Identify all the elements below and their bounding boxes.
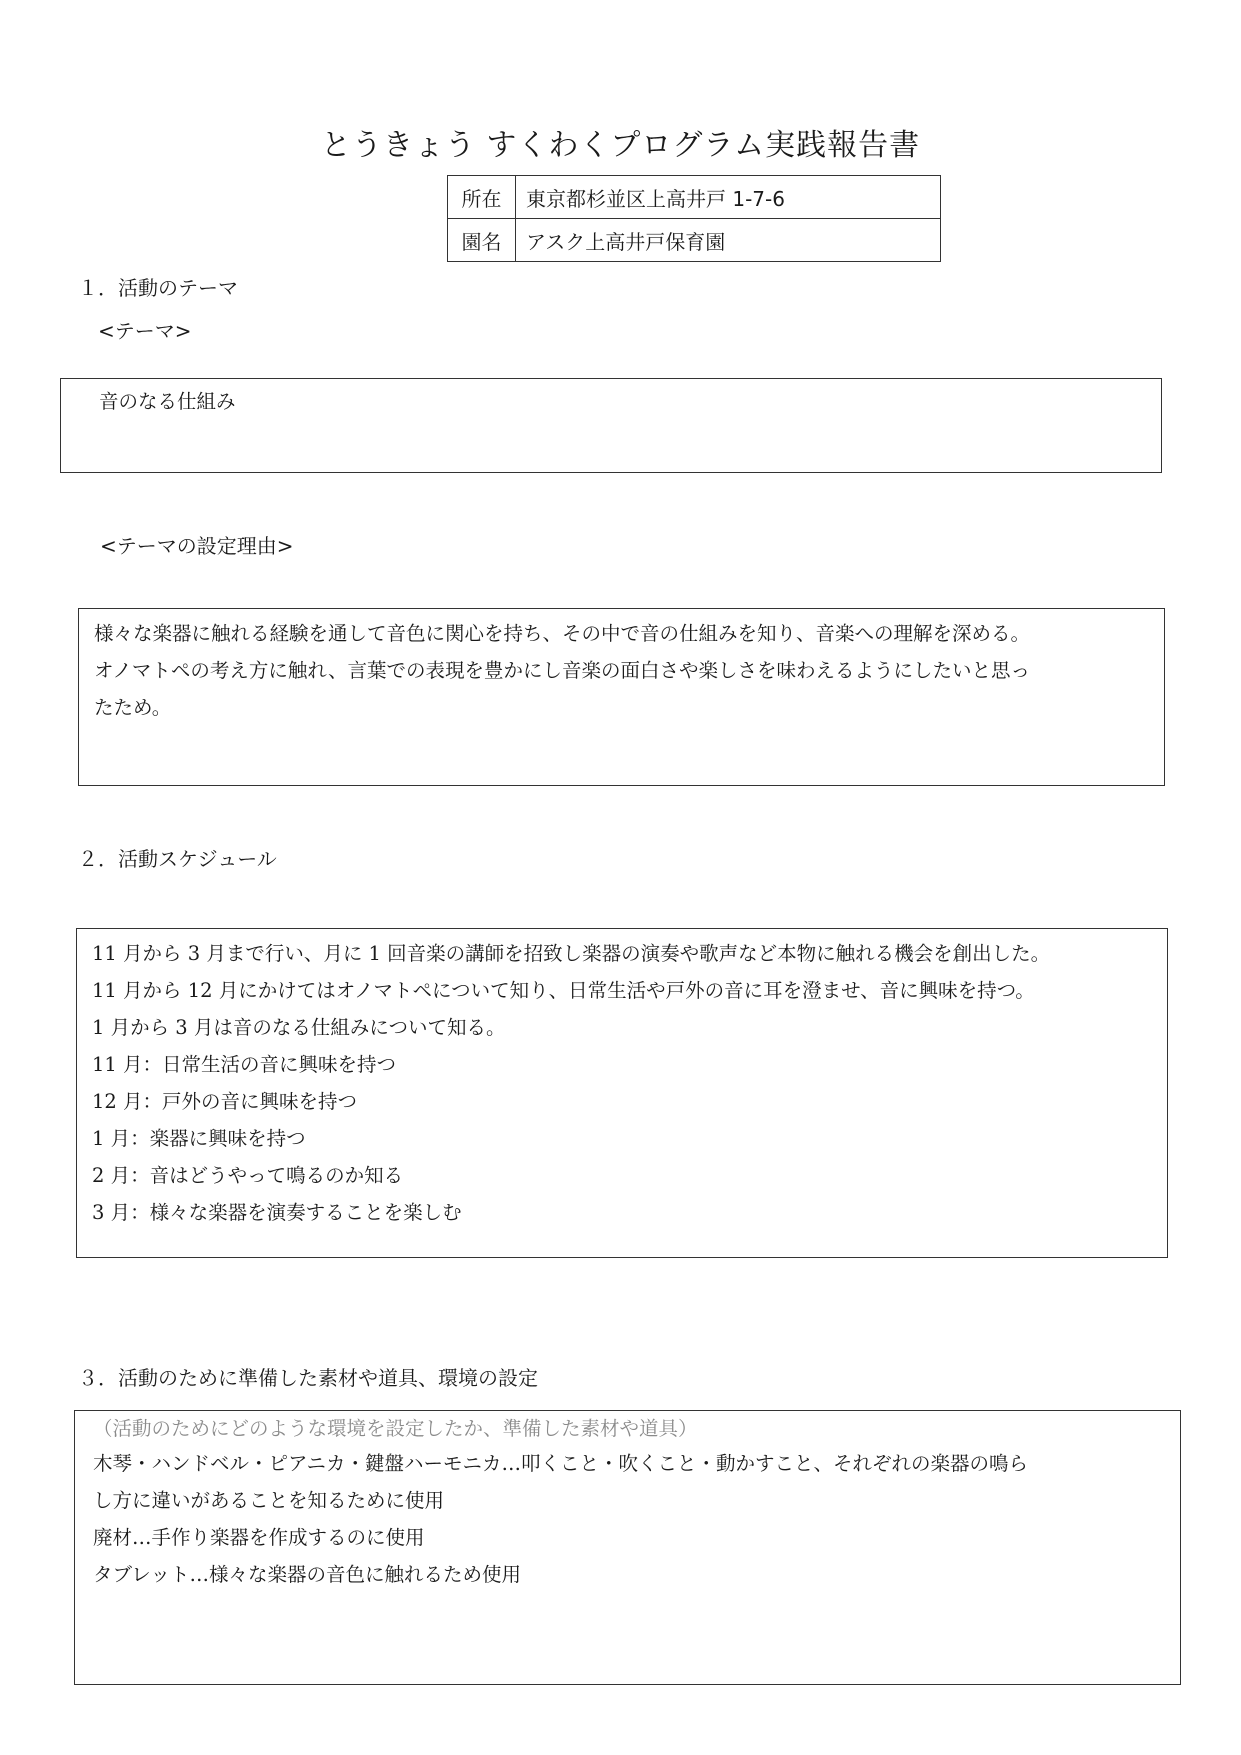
theme-text: 音のなる仕組み xyxy=(99,390,236,413)
facility-name-value: アスク上高井戸保育園 xyxy=(516,219,941,262)
table-row xyxy=(448,219,941,262)
reason-label: <テーマの設定理由> xyxy=(100,534,294,558)
reason-line: オノマトペの考え方に触れ、言葉での表現を豊かにし音楽の面白さや楽しさを味わえるようにしたいと思っ xyxy=(94,659,1031,682)
section3-heading: ３．活動のために準備した素材や道具、環境の設定 xyxy=(78,1366,538,1390)
materials-hint: （活動のためにどのような環境を設定したか、準備した素材や道具） xyxy=(93,1417,698,1440)
schedule-line: 12 月：戸外の音に興味を持つ xyxy=(92,1090,358,1113)
schedule-line: 11 月から 12 月にかけてはオノマトペについて知り、日常生活や戸外の音に耳を澄ませ、音に興味を持つ。 xyxy=(92,979,1035,1002)
schedule-line: 3 月：様々な楽器を演奏することを楽しむ xyxy=(92,1201,462,1224)
schedule-line: 2 月：音はどうやって鳴るのか知る xyxy=(92,1164,404,1187)
materials-line: 木琴・ハンドベル・ピアニカ・鍵盤ハーモニカ…叩くこと・吹くこと・動かすこと、それぞれの楽器の鳴ら xyxy=(93,1452,1029,1475)
reason-box xyxy=(78,608,1165,786)
location-label: 所在 xyxy=(448,176,516,219)
materials-text xyxy=(93,1445,1028,1593)
theme-box xyxy=(60,378,1162,473)
reason-text xyxy=(94,615,1030,726)
materials-line: し方に違いがあることを知るために使用 xyxy=(93,1489,445,1512)
schedule-line: 1 月：楽器に興味を持つ xyxy=(92,1127,306,1150)
materials-box xyxy=(74,1410,1181,1685)
reason-line: 様々な楽器に触れる経験を通して音色に関心を持ち、その中で音の仕組みを知り、音楽への理解を深める。 xyxy=(94,622,1031,645)
schedule-line: 1 月から 3 月は音のなる仕組みについて知る。 xyxy=(92,1016,506,1039)
theme-label: <テーマ> xyxy=(98,319,192,343)
table-row xyxy=(448,176,941,219)
reason-line: たため。 xyxy=(94,696,172,719)
materials-line: 廃材…手作り楽器を作成するのに使用 xyxy=(93,1526,425,1549)
section2-heading: ２．活動スケジュール xyxy=(78,847,277,871)
section1-heading: １．活動のテーマ xyxy=(78,276,238,300)
schedule-box xyxy=(76,928,1168,1258)
facility-name-label: 園名 xyxy=(448,219,516,262)
schedule-line: 11 月から 3 月まで行い、月に 1 回音楽の講師を招致し楽器の演奏や歌声など本物に触れる機会を創出した。 xyxy=(92,942,1051,965)
facility-info-table xyxy=(447,175,941,262)
materials-line: タブレット…様々な楽器の音色に触れるため使用 xyxy=(93,1563,522,1586)
location-value: 東京都杉並区上高井戸 1-7-6 xyxy=(516,176,941,219)
page-title: とうきょう すくわくプログラム実践報告書 xyxy=(320,128,921,163)
schedule-text xyxy=(92,935,1050,1231)
schedule-line: 11 月：日常生活の音に興味を持つ xyxy=(92,1053,397,1076)
